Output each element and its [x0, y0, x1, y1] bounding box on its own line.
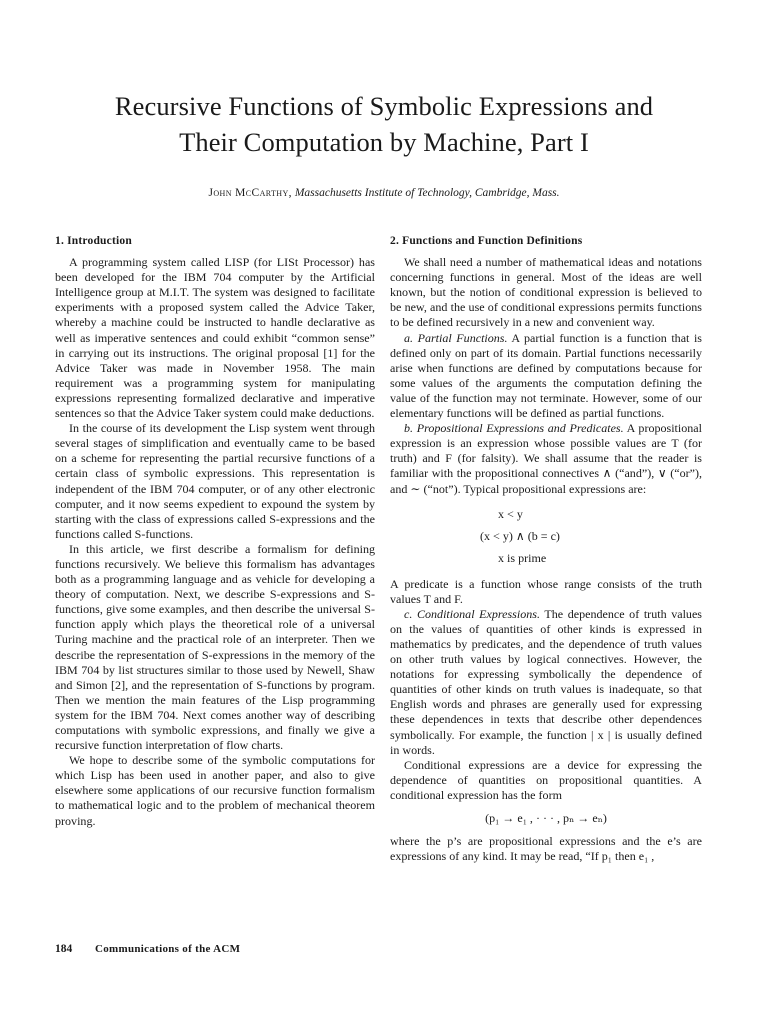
page-number: 184	[55, 943, 73, 955]
intro-paragraph-1: A programming system called LISP (for LISt Processor) has been developed for the IBM 704 computer by the Artificial Intelligence group at M.I.T. The system was designed to facilitate experiments with a proposed system called the Advice Taker, whereby a machine could be instructed to handle declarative as well as imperative sentences and could exhibit “common sense” in carrying out its instructions. The original proposal [1] for the Advice Taker was made in November 1958. The main requirement was a programming system for manipulating expressions representing formalized declarative and imperative sentences so that the Advice Taker system could make deductions.	[55, 255, 375, 421]
page-footer	[55, 943, 240, 955]
right-column	[390, 232, 702, 864]
propositional-formulas	[390, 503, 702, 569]
journal-name: Communications of the ACM	[95, 943, 241, 955]
predicate-paragraph: A predicate is a function whose range consists of the truth values T and F.	[390, 576, 702, 606]
propositional-label: b. Propositional Expressions and Predicates.	[404, 421, 624, 436]
formula-1: x < y	[498, 506, 523, 521]
formula-2: (x < y) ∧ (b = c)	[480, 528, 560, 543]
conditional-paragraph-2: Conditional expressions are a device for expressing the dependence of quantities on propositional quantities. A conditional expression has the form	[390, 757, 702, 802]
intro-paragraph-3: In this article, we first describe a formalism for defining functions recursively. We believe this formalism has advantages both as a programming language and as vehicle for developing a theory of computation. Next, we describe S-expressions and S-functions, give some examples, and then describe the universal S-function apply which plays the theoretical role of a universal Turing machine and the practical role of an interpreter. Then we describe the representation of S-expressions in the memory of the IBM 704 by list structures similar to those used by Newell, Shaw and Simon [2], and the representation of S-functions by program. Then we mention the main features of the Lisp programming system for the IBM 704. Next comes another way of describing computations with symbolic expressions, and finally we give a recursive function interpretation of flow charts.	[55, 541, 375, 753]
paper-title	[40, 88, 728, 160]
propositional-text: A propositional expression is an expression whose possible values are T (for truth) and F (for falsity). We shall assume that the reader is familiar with the propositional connectives ∧ (“and”), ∨ (“or”), and ∼ (“not”). Typical propositional expressions are:	[390, 421, 702, 496]
partial-functions-text: A partial function is a function that is defined only on part of its domain. Partial functions necessarily arise when functions are defined by computations because for some values of the arguments the computation defining the value of the function may not terminate. However, some of our elementary functions will be defined as partial functions.	[390, 330, 702, 421]
functions-intro-paragraph: We shall need a number of mathematical ideas and notations concerning functions in general. Most of the ideas are well known, but the notion of conditional expression is believed to be new, and the use of conditional expressions permits functions to be defined recursively in a new and convenient way.	[390, 255, 702, 330]
title-line-2: Their Computation by Machine, Part I	[179, 127, 589, 157]
propositional-paragraph	[390, 421, 702, 496]
section-heading-introduction: 1. Introduction	[55, 235, 132, 247]
partial-functions-label: a. Partial Functions.	[404, 330, 508, 345]
intro-paragraph-4: We hope to describe some of the symbolic computations for which Lisp has been used in another paper, and also to give elsewhere some applications of our recursive function formalism to mathematical logic and to the problem of mechanical theorem proving.	[55, 753, 375, 828]
partial-functions-paragraph	[390, 331, 702, 422]
conditional-text: The dependence of truth values on the values of quantities of other kinds is expressed in mathematics by predicates, and the dependence of truth values on other truth values by logical connectives. However, the notations for expressing symbolically the dependence of quantities of other kinds on truth values is inadequate, so that English words and phrases are generally used for expressing these dependences in texts that describe other dependences symbolically. For example, the function | x | is usually defined in words.	[390, 606, 702, 757]
title-line-1: Recursive Functions of Symbolic Expressions and	[114, 91, 654, 121]
formula-3: x is prime	[498, 550, 547, 565]
byline	[40, 186, 728, 200]
conditional-label: c. Conditional Expressions.	[404, 606, 540, 621]
intro-paragraph-2: In the course of its development the Lisp system went through several stages of simplification and eventually came to be based on a scheme for representing the partial recursive functions of a certain class of symbolic expressions. This representation is independent of the IBM 704 computer, or of any other electronic computer, and it now seems expedient to expound the system by starting with the class of expressions called S-expressions and the functions called S-functions.	[55, 421, 375, 541]
conditional-paragraph	[390, 607, 702, 758]
conditional-formula: (p₁ → e₁ , · · · , pₙ → eₙ)	[485, 811, 607, 825]
author-affiliation: Massachusetts Institute of Technology, Cambridge, Mass.	[294, 187, 560, 199]
section-heading-functions: 2. Functions and Function Definitions	[390, 235, 583, 247]
conditional-final-paragraph: where the p’s are propositional expressions and the e’s are expressions of any kind. It may be read, “If p₁ then e₁ ,	[390, 834, 702, 864]
author-name: John McCarthy,	[208, 187, 292, 199]
left-column	[55, 232, 375, 829]
